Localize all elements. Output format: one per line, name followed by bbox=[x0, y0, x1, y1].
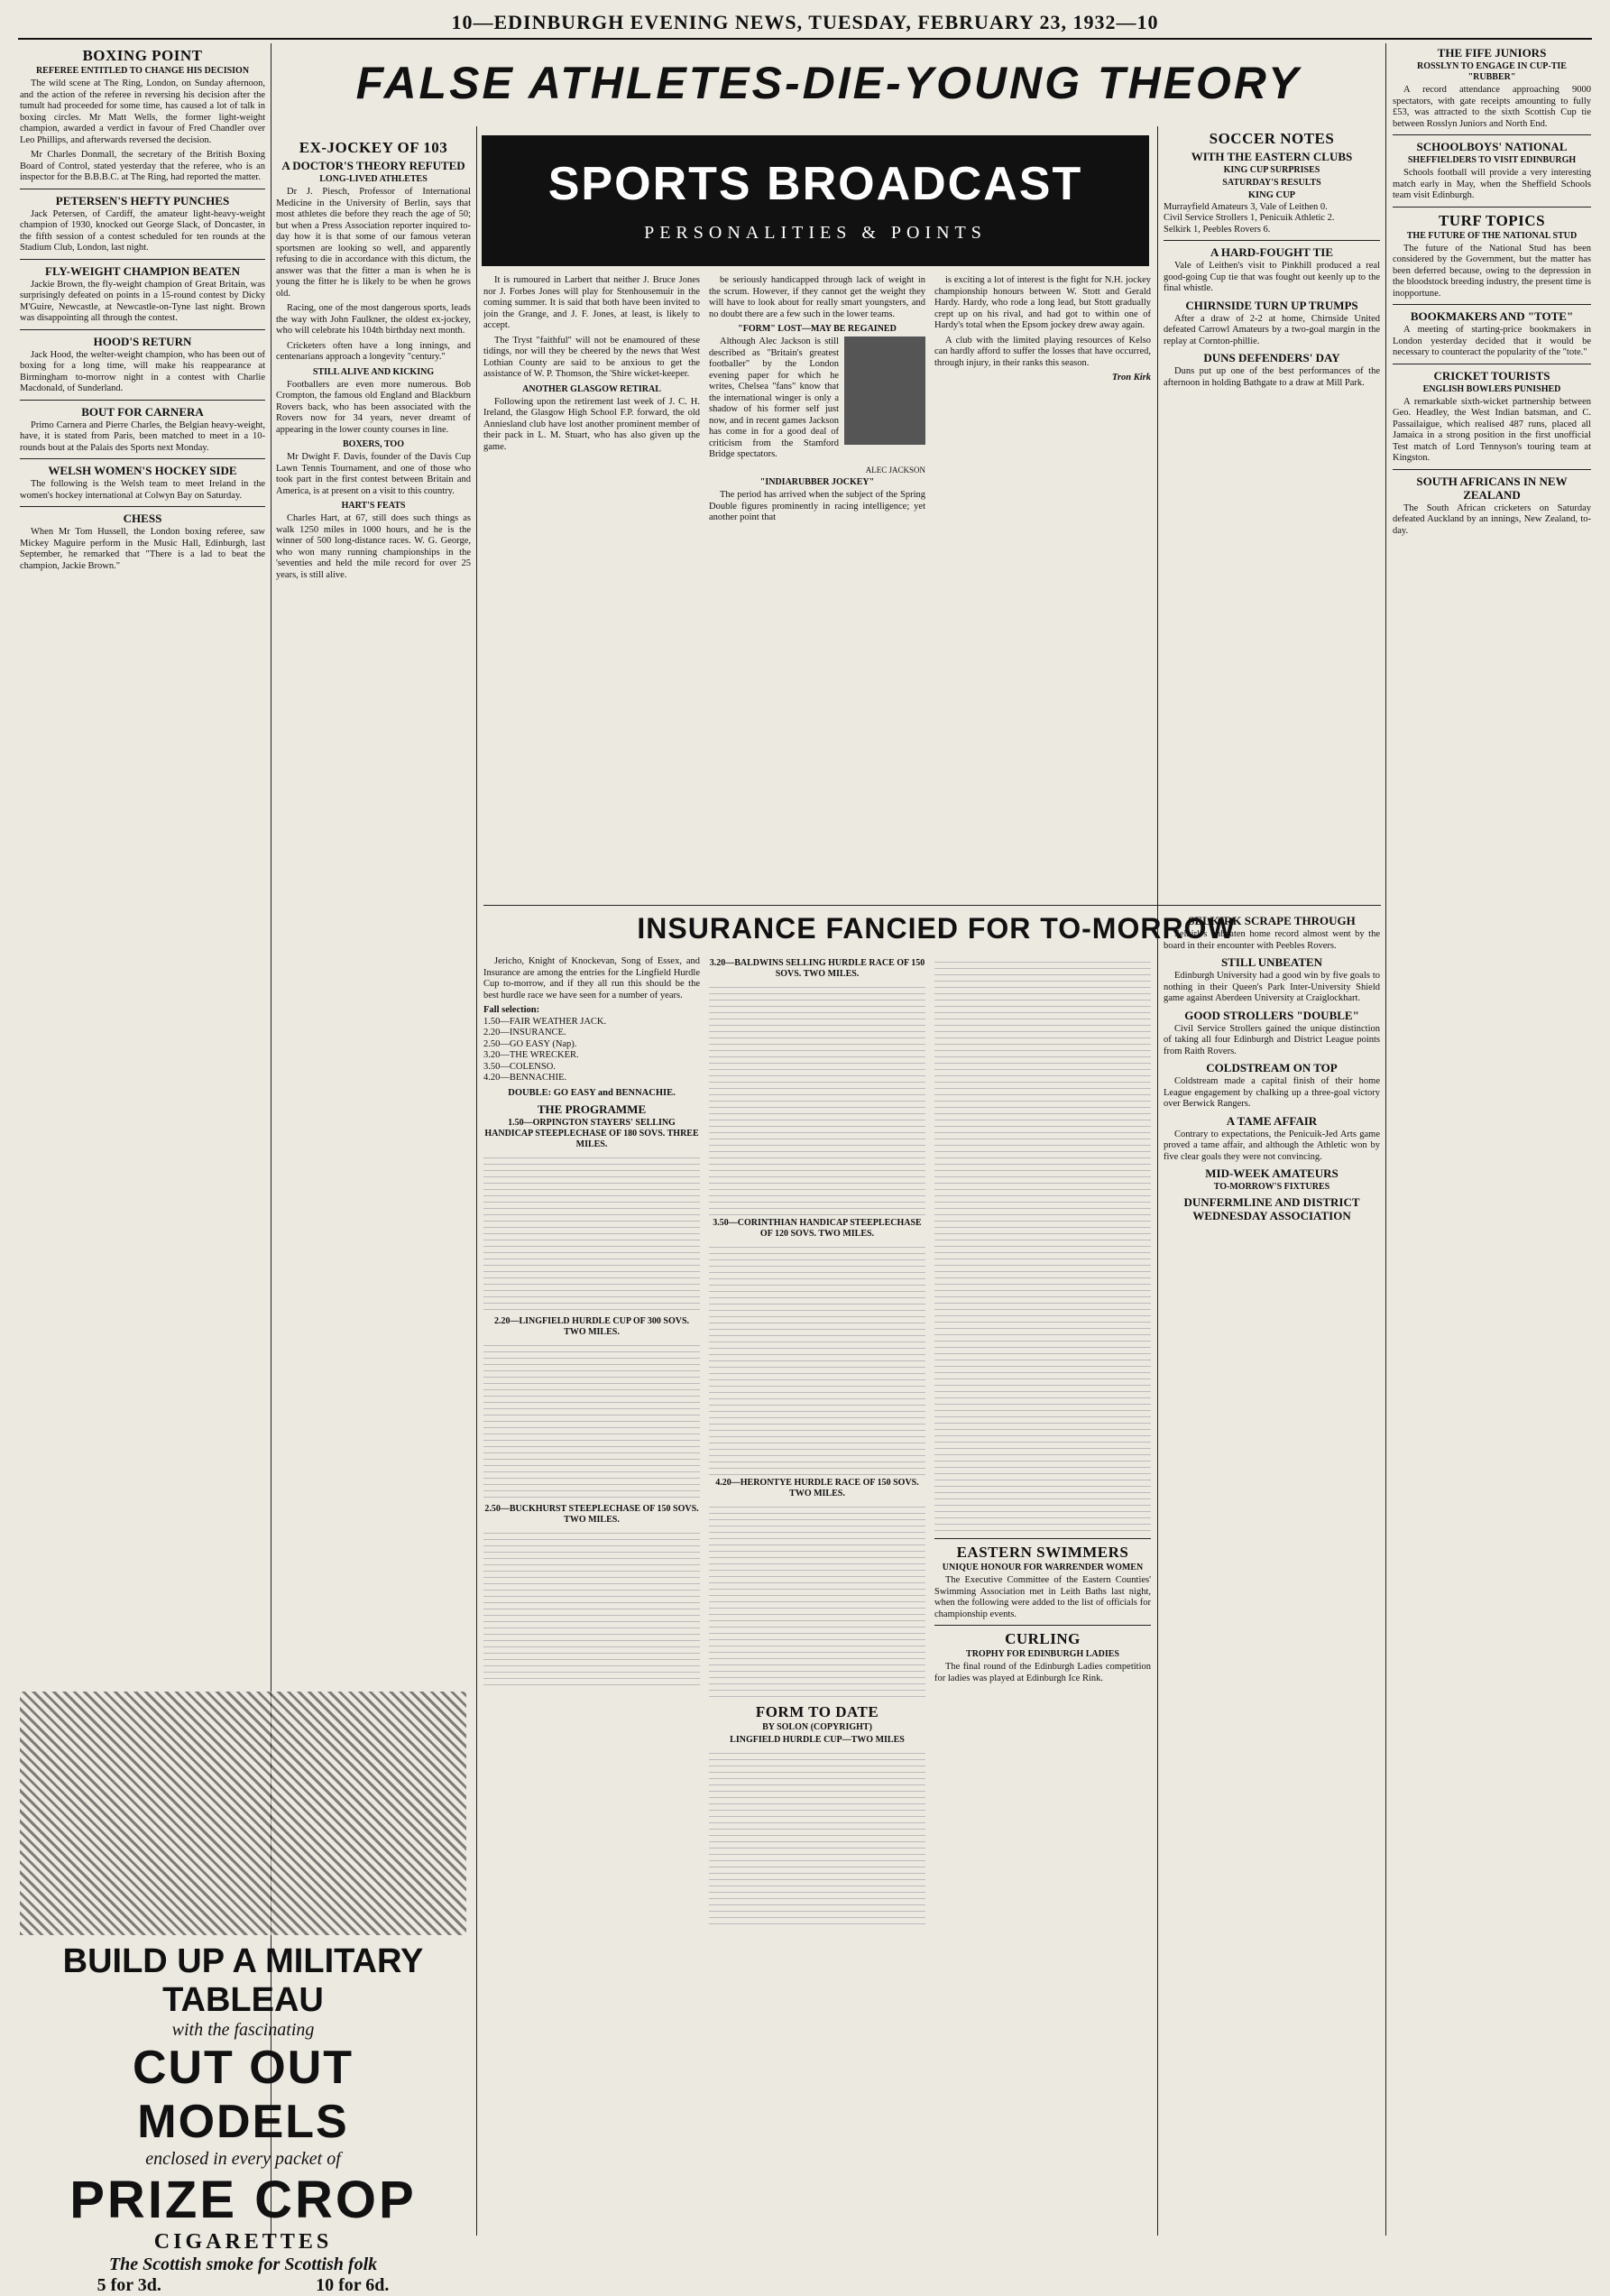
headline: FLY-WEIGHT CHAMPION BEATEN bbox=[45, 263, 240, 278]
paragraph: The period has arrived when the subject of the Spring Double figures prominently in racing intelligence; yet another point that bbox=[709, 490, 925, 522]
sports-title: SPORTS BROADCAST bbox=[547, 158, 1083, 210]
paragraph: Jackie Brown, the fly-weight champion of Great Britain, was surprisingly defeated on points in a 15-round contest by Dicky M'Guire, Newcastle, at Newcastle-on-Tyne last night. Brown was disappointing all through the contest. bbox=[20, 279, 265, 323]
paragraph: Schools football will provide a very interesting match early in May, when the Sheffield Schools team visit Edinburgh. bbox=[1393, 168, 1591, 200]
subhead: HART'S FEATS bbox=[341, 501, 406, 511]
headline: SOUTH AFRICANS IN NEW ZEALAND bbox=[1416, 474, 1568, 502]
headline: BOUT FOR CARNERA bbox=[81, 404, 204, 419]
headline: STILL UNBEATEN bbox=[1220, 955, 1323, 969]
ad-line: CUT OUT MODELS bbox=[132, 2042, 354, 2148]
paragraph: Mr Dwight F. Davis, founder of the Davis Cup Lawn Tennis Tournament, and one of those who took part in the first contest between Britain and America, is at present on a visit to this country. bbox=[276, 452, 471, 496]
headline: EX-JOCKEY OF 103 bbox=[299, 139, 448, 156]
subhead: REFEREE ENTITLED TO CHANGE HIS DECISION bbox=[35, 66, 250, 76]
paragraph: Vale of Leithen's visit to Pinkhill produced a real good-going Cup tie that was fought out keenly up to the final whistle. bbox=[1164, 261, 1380, 293]
subhead: TO-MORROW'S FIXTURES bbox=[1213, 1182, 1330, 1192]
race-title: 4.20—HERONTYE HURDLE RACE OF 150 SOVS. TWO MILES. bbox=[715, 1478, 919, 1498]
result-line: Civil Service Strollers 1, Penicuik Athletic 2. bbox=[1164, 213, 1335, 223]
paragraph: After a draw of 2-2 at home, Chirnside United defeated Carrowl Amateurs by a two-goal margin in the replay at Cornton-phillie. bbox=[1164, 313, 1380, 346]
ad-line: BUILD UP A MILITARY TABLEAU bbox=[62, 1942, 424, 2019]
paragraph: Selkirk's unbeaten home record almost went by the board in their encounter with Peebles Rovers. bbox=[1164, 929, 1380, 951]
racing-form-column bbox=[934, 956, 1151, 2233]
pick: 3.20—THE WRECKER. bbox=[483, 1050, 579, 1060]
paragraph: is exciting a lot of interest is the fight for N.H. jockey championship honours between W. Stott and Gerald Hardy. Hardy, who rode a long lead, but Stott gradually crept up on his rival, and had got to within one of Hardy's total when the Epsom jockey drew away again. bbox=[934, 275, 1151, 330]
headline: A TAME AFFAIR bbox=[1226, 1113, 1318, 1128]
race-title: 3.50—CORINTHIAN HANDICAP STEEPLECHASE OF 120 SOVS. TWO MILES. bbox=[713, 1218, 922, 1239]
headline: HOOD'S RETURN bbox=[93, 334, 192, 348]
paragraph: A club with the limited playing resources of Kelso can hardly afford to suffer the losses that have occurred, through injury, in their ranks this season. bbox=[934, 335, 1151, 368]
race-title: 2.50—BUCKHURST STEEPLECHASE OF 150 SOVS. TWO MILES. bbox=[484, 1504, 699, 1525]
subhead: THE FUTURE OF THE NATIONAL STUD bbox=[1406, 230, 1578, 241]
headline: PETERSEN'S HEFTY PUNCHES bbox=[55, 193, 230, 207]
double: DOUBLE: GO EASY and BENNACHIE. bbox=[508, 1087, 676, 1098]
race-title: 1.50—ORPINGTON STAYERS' SELLING HANDICAP STEEPLECHASE OF 180 SOVS. THREE MILES. bbox=[484, 1118, 699, 1149]
paragraph: A meeting of starting-price bookmakers in London yesterday decided that it would be necessary to counteract the popularity of the "tote." bbox=[1393, 325, 1591, 357]
ad-brand: PRIZE CROP bbox=[69, 2171, 417, 2229]
headline: COLDSTREAM ON TOP bbox=[1206, 1061, 1338, 1074]
race-title: 3.20—BALDWINS SELLING HURDLE RACE OF 150 SOVS. TWO MILES. bbox=[709, 958, 925, 979]
pick: 2.20—INSURANCE. bbox=[483, 1028, 566, 1037]
sports-column bbox=[709, 275, 925, 898]
subhead: KING CUP SURPRISES bbox=[1223, 165, 1320, 175]
subhead: SHEFFIELDERS TO VISIT EDINBURGH bbox=[1407, 155, 1577, 165]
subhead: TROPHY FOR EDINBURGH LADIES bbox=[966, 1649, 1119, 1659]
paragraph: Racing, one of the most dangerous sports, leads the way with John Faulkner, the oldest ex-jockey, who will celebrate his 104th birthday next month. bbox=[276, 303, 471, 336]
headline: FORM TO DATE bbox=[755, 1703, 879, 1720]
headline: CHESS bbox=[123, 512, 162, 525]
prize-crop-advert bbox=[20, 1692, 466, 2295]
ad-line: with the fascinating bbox=[171, 2020, 315, 2040]
paragraph: The future of the National Stud has been considered by the Government, but the matter has been deferred because, owing to the depression in the bloodstock breeding industry, the present time is inopportune. bbox=[1393, 243, 1591, 299]
column-soccer-notes bbox=[1164, 126, 1380, 902]
subhead: A DOCTOR'S THEORY REFUTED bbox=[281, 159, 465, 172]
masthead: 10—EDINBURGH EVENING NEWS, TUESDAY, FEBRUARY 23, 1932—10 bbox=[18, 7, 1592, 40]
pick: 2.50—GO EASY (Nap). bbox=[483, 1038, 577, 1049]
subhead: WITH THE EASTERN CLUBS bbox=[1191, 150, 1353, 163]
racing-column bbox=[709, 956, 925, 2233]
paragraph: The South African cricketers on Saturday defeated Auckland by an innings, New Zealand, to-day. bbox=[1393, 503, 1591, 536]
subhead: ENGLISH BOWLERS PUNISHED bbox=[1422, 383, 1561, 394]
paragraph: be seriously handicapped through lack of weight in the scrum. However, if they cannot get the weight they will have to look about for really smart youngsters, and no doubt there are a few such in the lower teams. bbox=[709, 275, 925, 319]
paragraph: The Executive Committee of the Eastern Counties' Swimming Association met in Leith Baths last night, when the following were added to the list of officials for championship events. bbox=[934, 1575, 1151, 1619]
pick: 4.20—BENNACHIE. bbox=[483, 1073, 567, 1083]
result-line: KING CUP bbox=[1247, 190, 1296, 200]
paragraph: Jack Petersen, of Cardiff, the amateur light-heavy-weight champion of 1930, knocked out George Slack, of Doncaster, in the fifth session of a contest scheduled for ten rounds at the Stadium Club, London, last night. bbox=[20, 208, 265, 253]
ad-slogan: The Scottish smoke for Scottish folk bbox=[108, 2255, 378, 2274]
ad-line: CIGARETTES bbox=[153, 2230, 333, 2254]
subhead: BOXERS, TOO bbox=[343, 439, 404, 449]
pick: 1.50—FAIR WEATHER JACK. bbox=[483, 1016, 607, 1027]
sports-column bbox=[483, 275, 700, 898]
paragraph: Charles Hart, at 67, still does such things as walk 1250 miles in 1000 hours, and he is the winner of 500 long-distance races. W. G. George, who won many running championships in the 'seventies and held the mile record for over 25 years, is still alive. bbox=[276, 513, 471, 580]
paragraph: Following upon the retirement last week of J. C. H. Ireland, the Glasgow High School F.P. forward, the old Anniesland club have lost another prominent member of their pack in L. M. Stuart, who has also given up the game. bbox=[483, 396, 700, 452]
headline: CRICKET TOURISTS bbox=[1433, 368, 1550, 383]
subhead: "FORM" LOST—MAY BE REGAINED bbox=[738, 324, 897, 334]
paragraph: Dr J. Piesch, Professor of International Medicine in the University of Berlin, says that most athletes die before they reach the age of 50; but when a Press Association reporter inquired to-day how it is that some of our famous veteran sportsmen are looking so well, and apparently refusing to die in accordance with this dictum, the answer was that the fitter a man is when he is young the fitter he is likely to be when he grows old. bbox=[276, 187, 471, 299]
paragraph: Although Alec Jackson is still described as "Britain's greatest footballer" by the London evening paper for which he writes, Chelsea "fans" know that the international winger is only a shadow of his former self just now, and in recent games Jackson has come in for a good deal of criticism from the Stamford Bridge spectators. bbox=[709, 337, 839, 459]
paragraph: Cricketers often have a long innings, and centenarians approach a longevity "century." bbox=[276, 340, 471, 362]
subhead: ANOTHER GLASGOW RETIRAL bbox=[522, 383, 661, 394]
ad-prices bbox=[20, 2275, 466, 2296]
subhead: SATURDAY'S RESULTS bbox=[1222, 178, 1321, 188]
subhead: LINGFIELD HURDLE CUP—TWO MILES bbox=[730, 1735, 905, 1745]
headline: CHIRNSIDE TURN UP TRUMPS bbox=[1185, 298, 1358, 312]
racing-column bbox=[483, 956, 700, 2233]
paragraph: The final round of the Edinburgh Ladies competition for ladies was played at Edinburgh Ice Rink. bbox=[934, 1662, 1151, 1683]
subhead: ROSSLYN TO ENGAGE IN CUP-TIE "RUBBER" bbox=[1417, 61, 1567, 82]
sports-column bbox=[934, 275, 1151, 898]
military-tableau-illustration bbox=[20, 1692, 466, 1935]
paragraph: A remarkable sixth-wicket partnership between Geo. Headley, the West Indian batsman, and C. Passailaigue, which realised 487 runs, placed all Jamaica in a strong position in the first unofficial Test match of Lord Tennyson's touring team at Kingston. bbox=[1393, 396, 1591, 463]
paragraph: Jericho, Knight of Knockevan, Song of Essex, and Insurance are among the entries for the Lingfield Hurdle Cup to-morrow, and if they all run this should be the best hurdle race we have seen for a number of years. bbox=[483, 956, 700, 1000]
sports-subtitle: PERSONALITIES & POINTS bbox=[644, 223, 987, 243]
paragraph: The wild scene at The Ring, London, on Sunday afternoon, and the action of the referee in reversing his decision after the tumult had proceeded for some time, has caused a lot of talk in boxing circles. Mr Matt Wells, the former light-weight champion, awarded a verdict in favour of Fred Chandler over Leo Phillips, and afterwards reversed the decision. bbox=[20, 78, 265, 145]
headline: BOOKMAKERS AND "TOTE" bbox=[1410, 309, 1574, 323]
paragraph: It is rumoured in Larbert that neither J. Bruce Jones nor J. Forbes Jones will play for Stenhousemuir in the coming summer. It is said that both have been invited to join the Grange, and J. F. Jones, at least, is likely to accept. bbox=[483, 275, 700, 330]
sports-broadcast-header bbox=[482, 135, 1149, 266]
paragraph: Edinburgh University had a good win by five goals to nothing in their Queen's Park Inter-University Shield game against Aberdeen University at Craiglockhart. bbox=[1164, 971, 1380, 1003]
column-fife-juniors bbox=[1393, 43, 1591, 2236]
column-rule bbox=[476, 126, 477, 2236]
paragraph: Jack Hood, the welter-weight champion, who has been out of boxing for a long time, will make his reappearance at Birmingham to-morrow night in a contest with Charlie Macdonald, of Sunderland. bbox=[20, 349, 265, 393]
paragraph: Contrary to expectations, the Penicuik-Jed Arts game proved a tame affair, and although the Athletic won by five clear goals they were not convincing. bbox=[1164, 1129, 1380, 1162]
headline: SCHOOLBOYS' NATIONAL bbox=[1416, 140, 1568, 153]
headline: THE FIFE JUNIORS bbox=[1437, 46, 1547, 60]
byline: Tron Kirk bbox=[1111, 373, 1151, 383]
headline: EASTERN SWIMMERS bbox=[956, 1544, 1129, 1561]
race-title: 2.20—LINGFIELD HURDLE CUP OF 300 SOVS. TWO MILES. bbox=[493, 1316, 690, 1337]
paragraph: Coldstream made a capital finish of their home League engagement by chalking up a three-goal victory over Berwick Rangers. bbox=[1164, 1076, 1380, 1109]
headline: GOOD STROLLERS "DOUBLE" bbox=[1184, 1008, 1359, 1022]
paragraph: Civil Service Strollers gained the unique distinction of taking all four Edinburgh and District League points from Raith Rovers. bbox=[1164, 1023, 1380, 1056]
subhead: BY SOLON (COPYRIGHT) bbox=[762, 1722, 872, 1732]
result-line: Selkirk 1, Peebles Rovers 6. bbox=[1164, 224, 1271, 235]
headline: A HARD-FOUGHT TIE bbox=[1210, 245, 1334, 259]
page-headline: FALSE ATHLETES-DIE-YOUNG THEORY bbox=[355, 58, 1302, 108]
headline: BOXING POINT bbox=[82, 47, 203, 64]
photo-caption: ALEC JACKSON bbox=[865, 465, 925, 475]
headline: MID-WEEK AMATEURS bbox=[1205, 1166, 1339, 1180]
paragraph: Duns put up one of the best performances of the afternoon in holding Bathgate to a draw at Mill Park. bbox=[1164, 366, 1380, 388]
headline: SELKIRK SCRAPE THROUGH bbox=[1188, 914, 1356, 927]
subhead: UNIQUE HONOUR FOR WARRENDER WOMEN bbox=[942, 1563, 1144, 1572]
column-rule bbox=[1157, 126, 1158, 2236]
ad-line: enclosed in every packet of bbox=[145, 2149, 341, 2169]
headline: DUNFERMLINE AND DISTRICT WEDNESDAY ASSOCIATION bbox=[1183, 1195, 1360, 1222]
paragraph: Primo Carnera and Pierre Charles, the Belgian heavy-weight, have, it is stated from Paris, been matched to meet in a 10-rounds bout at the Palais des Sports next Monday. bbox=[20, 420, 265, 453]
price-10: 10 for 6d. bbox=[316, 2275, 390, 2295]
result-line: Murrayfield Amateurs 3, Vale of Leithen 0. bbox=[1164, 201, 1328, 212]
paragraph: Footballers are even more numerous. Bob Crompton, the famous old England and Blackburn Rovers back, who has been associated with the Rovers now for 34 years, never dreamt of appearing in the lower county courses in line. bbox=[276, 379, 471, 435]
paragraph: The following is the Welsh team to meet Ireland in the women's hockey international at Colwyn Bay on Saturday. bbox=[20, 479, 265, 501]
subhead: "INDIARUBBER JOCKEY" bbox=[759, 477, 875, 487]
paragraph: A record attendance approaching 9000 spectators, with gate receipts amounting to fully £53, was attracted to the sixth Scottish Cup tie between Rosslyn Juniors and North End. bbox=[1393, 85, 1591, 129]
insurance-headline: INSURANCE FANCIED FOR TO-MORROW bbox=[637, 912, 1236, 945]
alec-jackson-photo bbox=[844, 337, 925, 445]
headline: CURLING bbox=[1005, 1630, 1081, 1647]
headline: THE PROGRAMME bbox=[537, 1102, 647, 1116]
headline: WELSH WOMEN'S HOCKEY SIDE bbox=[48, 464, 237, 477]
column-rule bbox=[1385, 43, 1386, 2236]
paragraph: The Tryst "faithful" will not be enamoured of these tidings, nor will they be cheered by the news that West Lothian County are said to be anxious to get the assistance of W. P. Thomson, the 'Shire wicket-keeper. bbox=[483, 335, 700, 379]
paragraph: When Mr Tom Hussell, the London boxing referee, saw Mickey Maguire perform in the Music Hall, Edinburgh, last September, he remarked that "There is a lad to beat the champion, Jackie Brown." bbox=[20, 527, 265, 571]
subhead: STILL ALIVE AND KICKING bbox=[312, 366, 435, 377]
headline: DUNS DEFENDERS' DAY bbox=[1203, 351, 1340, 364]
column-soccer-continued bbox=[1164, 911, 1380, 2233]
price-5: 5 for 3d. bbox=[97, 2275, 161, 2295]
headline: TURF TOPICS bbox=[1438, 211, 1546, 229]
subhead: LONG-LIVED ATHLETES bbox=[319, 174, 428, 184]
selection-label: Fall selection: bbox=[483, 1005, 540, 1015]
headline: SOCCER NOTES bbox=[1209, 130, 1335, 147]
paragraph: Mr Charles Donmall, the secretary of the British Boxing Board of Control, stated yesterday that the referee, who is an inspector for the B.B.B.C. at The Ring, had reported the matter. bbox=[20, 150, 265, 182]
pick: 3.50—COLENSO. bbox=[483, 1061, 556, 1072]
